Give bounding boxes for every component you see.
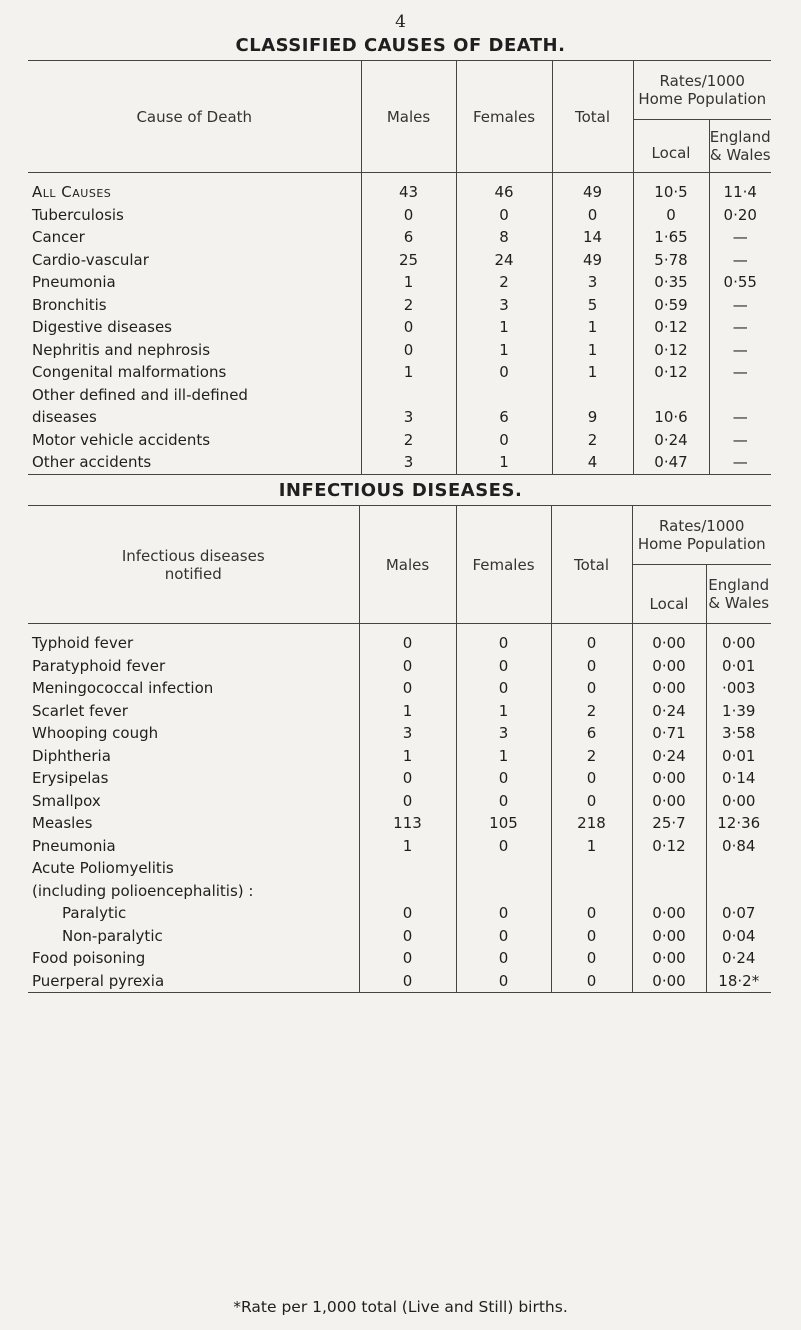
page-number: 4	[395, 12, 406, 32]
table-row	[28, 677, 771, 700]
cell-females: 6	[456, 406, 552, 429]
cell-total: 5	[552, 294, 633, 317]
cell-males: 0	[359, 655, 456, 678]
cell-local: 0·12	[633, 339, 709, 362]
cell-males: 1	[359, 835, 456, 858]
cell-males: 0	[361, 204, 456, 227]
header-rates-line1: Rates/1000	[659, 72, 745, 90]
header-rates-line1: Rates/1000	[659, 517, 745, 535]
row-label: Smallpox	[32, 791, 101, 810]
cell-local: 0·00	[632, 925, 706, 948]
row-label: Typhoid fever	[32, 634, 134, 652]
cell-total: 2	[552, 429, 633, 452]
cell-england: —	[709, 361, 771, 384]
cell-males: 1	[359, 700, 456, 723]
cell-total: 1	[552, 316, 633, 339]
cell-total: 0	[551, 790, 632, 813]
header-rates	[633, 61, 771, 120]
header-england-line2: & Wales	[709, 146, 771, 164]
cell-england: 0·55	[709, 271, 771, 294]
cell-total: 0	[551, 624, 632, 655]
cell-females: 0	[456, 204, 552, 227]
cell-england: 18·2*	[706, 970, 771, 993]
cell-total: 0	[551, 947, 632, 970]
cell-local: 0·12	[633, 316, 709, 339]
cell-total: 14	[552, 226, 633, 249]
cell-local: 0	[633, 204, 709, 227]
cell-local: 0·47	[633, 451, 709, 474]
cell-local: 10·5	[633, 173, 709, 204]
cell-females: 0	[456, 790, 551, 813]
table-row	[28, 384, 771, 407]
table-row	[28, 429, 771, 452]
cell-local: 25·7	[632, 812, 706, 835]
cell-local: 0·24	[632, 700, 706, 723]
cell-males: 3	[361, 406, 456, 429]
row-label: Acute Poliomyelitis	[32, 859, 174, 877]
causes-title: CLASSIFIED CAUSES OF DEATH.	[235, 35, 566, 56]
cell-total: 1	[551, 835, 632, 858]
cell-females: 3	[456, 722, 551, 745]
cell-males: 0	[359, 790, 456, 813]
cell-total: 9	[552, 406, 633, 429]
cell-males: 0	[359, 902, 456, 925]
cell-males: 1	[361, 361, 456, 384]
cell-local	[633, 384, 709, 407]
cell-total: 49	[552, 173, 633, 204]
cell-females: 1	[456, 451, 552, 474]
cell-england: 11·4	[709, 173, 771, 204]
cell-england: —	[709, 226, 771, 249]
cell-males: 113	[359, 812, 456, 835]
cell-england: 0·01	[706, 655, 771, 678]
row-label: Digestive diseases	[32, 318, 172, 336]
cell-england: 3·58	[706, 722, 771, 745]
cell-local	[632, 880, 706, 903]
cell-females: 0	[456, 947, 551, 970]
cell-total: 1	[552, 361, 633, 384]
table-row	[28, 970, 771, 993]
cell-total: 3	[552, 271, 633, 294]
table-row	[28, 902, 771, 925]
cell-females	[456, 857, 551, 880]
cell-males: 0	[359, 624, 456, 655]
cell-females: 8	[456, 226, 552, 249]
cell-england	[709, 384, 771, 407]
cell-males: 2	[361, 429, 456, 452]
cell-england: —	[709, 451, 771, 474]
cell-total: 0	[552, 204, 633, 227]
cell-local: 0·59	[633, 294, 709, 317]
cell-females: 0	[456, 835, 551, 858]
table-row	[28, 745, 771, 768]
cell-males	[359, 880, 456, 903]
cell-males: 0	[361, 316, 456, 339]
row-label: Paratyphoid fever	[32, 656, 166, 675]
header-total: Total	[552, 61, 633, 173]
table-row	[28, 316, 771, 339]
cell-england: 0·14	[706, 767, 771, 790]
table-row	[28, 406, 771, 429]
cell-total: 1	[552, 339, 633, 362]
row-label: Bronchitis	[32, 295, 107, 314]
header-local: Local	[632, 565, 706, 624]
header-females: Females	[456, 506, 551, 624]
row-label: Whooping cough	[32, 724, 159, 742]
cell-males	[359, 857, 456, 880]
header-rates	[632, 506, 771, 565]
cell-england: 0·00	[706, 624, 771, 655]
cell-total: 218	[551, 812, 632, 835]
table-row	[28, 722, 771, 745]
cell-females: 0	[456, 677, 551, 700]
cell-england: 12·36	[706, 812, 771, 835]
table-row	[28, 835, 771, 858]
row-label: Nephritis and nephrosis	[32, 340, 211, 359]
header-males: Males	[359, 506, 456, 624]
cell-england: 0·01	[706, 745, 771, 768]
row-label: Pneumonia	[32, 273, 116, 291]
cell-total: 4	[552, 451, 633, 474]
cell-females: 0	[456, 361, 552, 384]
cell-males: 25	[361, 249, 456, 272]
cell-total	[552, 384, 633, 407]
table-row	[28, 249, 771, 272]
cell-england: —	[709, 339, 771, 362]
cell-england: 1·39	[706, 700, 771, 723]
row-label: Cardio-vascular	[32, 250, 149, 269]
table-row	[28, 339, 771, 362]
table-row	[28, 226, 771, 249]
cell-females: 24	[456, 249, 552, 272]
cell-males: 1	[361, 271, 456, 294]
header-disease-line1: Infectious diseases	[121, 546, 265, 565]
cell-england: 0·84	[706, 835, 771, 858]
row-label: Congenital malformations	[32, 363, 227, 381]
cell-females: 0	[456, 624, 551, 655]
cell-local: 0·12	[632, 835, 706, 858]
cell-males: 0	[359, 677, 456, 700]
cell-england: 0·07	[706, 902, 771, 925]
header-england-wales	[709, 120, 771, 173]
row-label: Other accidents	[28, 451, 361, 474]
cell-total: 0	[551, 767, 632, 790]
cell-england: 0·24	[706, 947, 771, 970]
cell-females: 105	[456, 812, 551, 835]
cell-local: 5·78	[633, 249, 709, 272]
cell-total: 6	[551, 722, 632, 745]
header-cause: Cause of Death	[28, 61, 361, 173]
cell-local: 0·24	[633, 429, 709, 452]
row-label: Motor vehicle accidents	[32, 430, 211, 449]
table-row	[28, 790, 771, 813]
cell-males: 0	[359, 970, 456, 993]
cell-england	[706, 857, 771, 880]
cell-total: 0	[551, 925, 632, 948]
cell-local	[632, 857, 706, 880]
header-england-line2: & Wales	[708, 594, 770, 612]
cell-females: 3	[456, 294, 552, 317]
table-row	[28, 451, 771, 474]
row-label: Diphtheria	[32, 746, 111, 765]
cell-england: —	[709, 249, 771, 272]
cell-females: 46	[456, 173, 552, 204]
header-rates-line2: Home Population	[637, 535, 766, 553]
cell-females: 1	[456, 700, 551, 723]
cell-england: 0·04	[706, 925, 771, 948]
cell-local: 10·6	[633, 406, 709, 429]
infectious-title: INFECTIOUS DISEASES.	[278, 480, 523, 501]
cell-males: 0	[359, 947, 456, 970]
table-row	[28, 173, 771, 204]
header-males: Males	[361, 61, 456, 173]
cell-total: 2	[551, 745, 632, 768]
cell-males: 2	[361, 294, 456, 317]
row-label: Cancer	[32, 228, 85, 246]
cell-females: 0	[456, 767, 551, 790]
cell-england: —	[709, 429, 771, 452]
row-label: Other defined and ill-defined	[32, 385, 248, 404]
cell-females: 1	[456, 745, 551, 768]
cell-local: 0·00	[632, 677, 706, 700]
cell-local: 0·00	[632, 947, 706, 970]
cell-females: 0	[456, 970, 551, 993]
row-label: Food poisoning	[32, 949, 146, 967]
header-rates-line2: Home Population	[638, 90, 767, 108]
header-local: Local	[633, 120, 709, 173]
header-england-line1: England	[709, 128, 771, 146]
cell-local: 0·00	[632, 624, 706, 655]
footnote: *Rate per 1,000 total (Live and Still) births.	[233, 1298, 568, 1316]
table-row	[28, 947, 771, 970]
cell-males: 3	[359, 722, 456, 745]
table-row	[28, 294, 771, 317]
cell-males: 6	[361, 226, 456, 249]
cell-females: 2	[456, 271, 552, 294]
cell-females	[456, 384, 552, 407]
cell-total: 0	[551, 655, 632, 678]
cell-males: 0	[359, 767, 456, 790]
cell-local: 0·35	[633, 271, 709, 294]
cell-females: 0	[456, 925, 551, 948]
cell-females: 1	[456, 339, 552, 362]
cell-local: 0·00	[632, 767, 706, 790]
causes-of-death-table	[28, 60, 771, 475]
cell-england: —	[709, 406, 771, 429]
table-row	[28, 271, 771, 294]
cell-females: 0	[456, 429, 552, 452]
cell-total: 2	[551, 700, 632, 723]
cell-total	[551, 857, 632, 880]
row-label: Tuberculosis	[32, 205, 124, 224]
cell-total: 0	[551, 677, 632, 700]
cell-local: 0·00	[632, 902, 706, 925]
table-row	[28, 925, 771, 948]
table-row	[28, 880, 771, 903]
table-row	[28, 655, 771, 678]
row-label: (including polioencephalitis) :	[32, 881, 254, 900]
cell-females: 1	[456, 316, 552, 339]
cell-local: 0·12	[633, 361, 709, 384]
header-england-line1: England	[708, 576, 770, 594]
table-row	[28, 204, 771, 227]
cell-local: 0·24	[632, 745, 706, 768]
cell-females: 0	[456, 655, 551, 678]
cell-males	[361, 384, 456, 407]
cell-females	[456, 880, 551, 903]
cell-england: —	[709, 316, 771, 339]
cell-england: ·003	[706, 677, 771, 700]
cell-local: 0·00	[632, 790, 706, 813]
cell-males: 3	[361, 451, 456, 474]
cell-females: 0	[456, 902, 551, 925]
table-row	[28, 624, 771, 655]
cell-local: 0·71	[632, 722, 706, 745]
header-disease	[28, 506, 359, 624]
cell-local: 0·00	[632, 655, 706, 678]
table-row	[28, 812, 771, 835]
cell-total	[551, 880, 632, 903]
cell-england	[706, 880, 771, 903]
cell-local: 1·65	[633, 226, 709, 249]
row-label: Non-paralytic	[62, 926, 163, 945]
row-label: Measles	[32, 814, 93, 832]
table-row	[28, 857, 771, 880]
cell-england: —	[709, 294, 771, 317]
table-row	[28, 700, 771, 723]
header-females: Females	[456, 61, 552, 173]
cell-england: 0·20	[709, 204, 771, 227]
cell-total: 0	[551, 902, 632, 925]
cell-males: 43	[361, 173, 456, 204]
table-row	[28, 361, 771, 384]
header-disease-line2: notified	[164, 564, 222, 583]
row-label: diseases	[32, 408, 97, 426]
row-label: Puerperal pyrexia	[28, 970, 359, 993]
row-label: Meningococcal infection	[32, 679, 214, 697]
cell-males: 0	[359, 925, 456, 948]
table-row	[28, 767, 771, 790]
row-label: Pneumonia	[32, 836, 116, 855]
row-label: Scarlet fever	[32, 701, 128, 720]
header-total: Total	[551, 506, 632, 624]
cell-local: 0·00	[632, 970, 706, 993]
infectious-diseases-table	[28, 505, 771, 993]
cell-england: 0·00	[706, 790, 771, 813]
cell-males: 0	[361, 339, 456, 362]
cell-total: 49	[552, 249, 633, 272]
cell-total: 0	[551, 970, 632, 993]
header-england-wales	[706, 565, 771, 624]
row-label: All Causes	[32, 183, 112, 201]
row-label: Erysipelas	[32, 769, 109, 787]
cell-males: 1	[359, 745, 456, 768]
row-label: Paralytic	[62, 904, 127, 922]
